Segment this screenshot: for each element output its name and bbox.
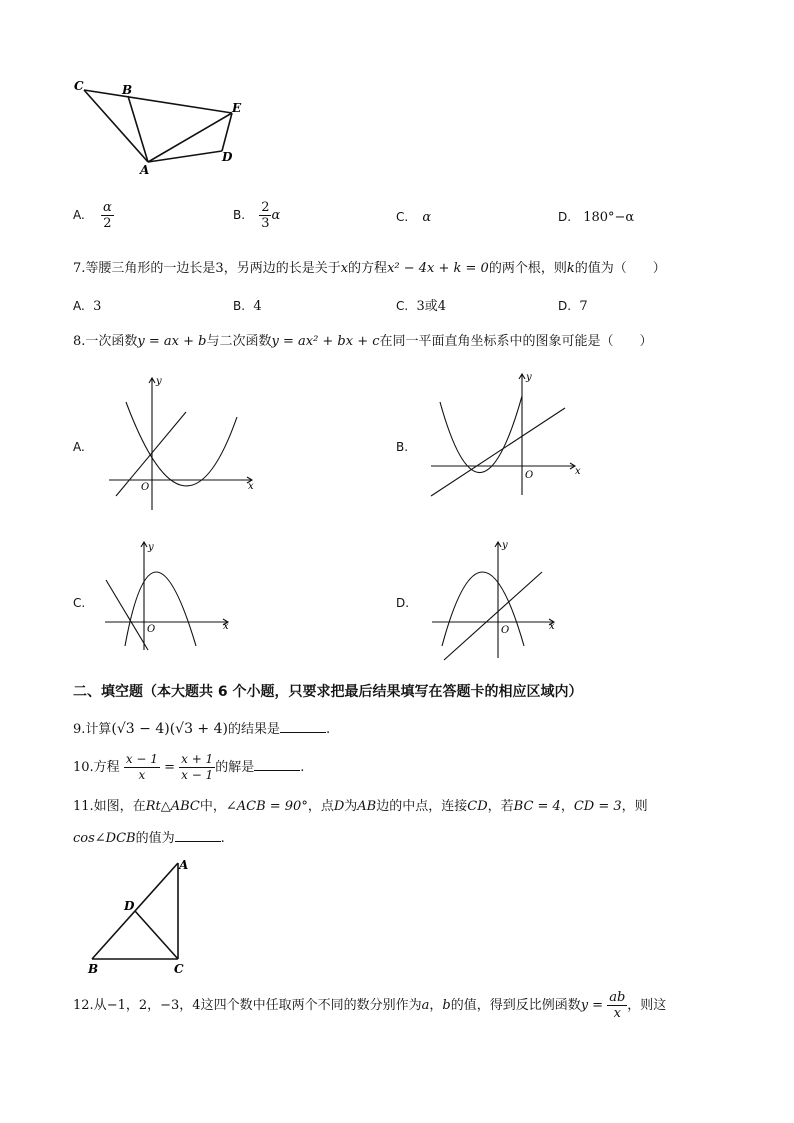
q9-text-b: 的结果是 <box>228 722 281 737</box>
q6-label-a: A <box>140 163 150 177</box>
q11-answer-blank[interactable] <box>175 829 221 842</box>
q10-equals: = <box>164 760 175 775</box>
q12-y-equals: y = <box>580 998 604 1013</box>
q6-label-d: D <box>222 150 233 164</box>
q8-graph-c[interactable] <box>100 538 240 656</box>
q12-numbers: −1，2，−3，4 <box>106 998 201 1013</box>
q11-label-c: C <box>174 962 184 976</box>
q6-option-b-alpha: α <box>271 208 281 223</box>
q10-lhs-denominator: x <box>138 768 146 782</box>
q9-period: . <box>326 722 331 737</box>
q6-option-c-text: α <box>422 210 432 225</box>
q10-rhs-numerator: x + 1 <box>181 752 214 766</box>
q6-option-a[interactable] <box>73 200 114 231</box>
q8-question <box>73 334 653 350</box>
q6-label-e: E <box>232 101 242 115</box>
q6-option-d-text: 180°−α <box>583 210 635 225</box>
q12-text-c: 的值，得到反比例函数 <box>450 998 581 1013</box>
q11-text-h: 的值为 <box>135 831 175 846</box>
q11-point-d: D <box>333 799 345 814</box>
q7-option-d-text: 7 <box>579 299 588 314</box>
q11-side-ab: AB <box>357 799 377 814</box>
q11-bc-length: BC = 4 <box>513 799 561 814</box>
q8-text-a: 8.一次函数 <box>73 334 138 349</box>
q8-graph-c-x-label: x <box>223 621 229 632</box>
q8-graph-b-origin-label: O <box>525 470 534 481</box>
q6-option-a-denominator: 2 <box>103 216 112 231</box>
q12-fraction <box>607 990 627 1021</box>
q6-option-c-label: C. <box>396 210 409 224</box>
q8-text-c: 在同一平面直角坐标系中的图象可能是（ ） <box>379 334 653 349</box>
q8-option-a-label[interactable]: A. <box>73 440 85 454</box>
q6-option-a-fraction <box>101 200 114 231</box>
q7-text-d: 的两个根，则 <box>488 261 567 276</box>
q11-angle: ∠ACB = 90° <box>225 799 308 814</box>
q8-option-c-label[interactable]: C. <box>73 596 86 610</box>
q10-question <box>73 752 304 783</box>
q6-option-a-numerator: α <box>102 200 112 215</box>
q6-option-a-label: A. <box>73 208 85 222</box>
q11-period: . <box>220 831 225 846</box>
q7-option-d-label: D. <box>558 299 572 313</box>
q7-option-d[interactable] <box>558 298 588 315</box>
q12-denominator: x <box>613 1006 621 1021</box>
q7-option-b[interactable] <box>233 298 262 315</box>
q10-answer-blank[interactable] <box>254 758 300 771</box>
q11-triangle: Rt△ABC <box>145 799 200 814</box>
q8-graph-b[interactable] <box>425 370 585 505</box>
q8-graph-d-y-label: y <box>502 540 508 551</box>
q10-lhs-numerator: x − 1 <box>125 752 158 766</box>
q11-text-a: 11.如图，在 <box>73 799 146 814</box>
q10-text-a: 10.方程 <box>73 760 120 775</box>
q8-graph-a-origin-label: O <box>141 482 150 493</box>
q7-text-c: 的方程 <box>348 261 388 276</box>
q7-option-c[interactable] <box>396 298 446 315</box>
q9-expression: (√3 − 4)(√3 + 4) <box>111 721 228 737</box>
q6-label-b: B <box>122 83 133 97</box>
q7-text-b: ，另两边的长是关于 <box>223 261 341 276</box>
q8-graph-a-y-label: y <box>156 376 162 387</box>
q6-option-d-label: D. <box>558 210 572 224</box>
q11-text-c: ，点 <box>307 799 334 814</box>
q10-rhs-denominator: x − 1 <box>181 768 214 782</box>
q7-var-k: k <box>566 261 575 276</box>
q11-cos-expression: cos∠DCB <box>73 831 136 846</box>
q11-cd-length: CD = 3 <box>573 799 622 814</box>
q12-text-b: 这四个数中任取两个不同的数分别作为 <box>200 998 422 1013</box>
q11-text-d: 为 <box>344 799 358 814</box>
q7-option-b-label: B. <box>233 299 246 313</box>
q10-rhs-fraction <box>179 752 215 783</box>
q6-quadrilateral-figure <box>70 78 250 178</box>
q8-text-b: 与二次函数 <box>206 334 272 349</box>
q7-option-c-label: C. <box>396 299 409 313</box>
q11-text-e: 边的中点，连接 <box>376 799 468 814</box>
q6-option-b-label: B. <box>233 208 246 222</box>
q11-text-b: 中， <box>199 799 226 814</box>
q7-text-a: 7.等腰三角形的一边长是 <box>73 261 216 276</box>
q10-text-b: 的解是 <box>215 760 255 775</box>
q8-graph-b-y-label: y <box>526 372 532 383</box>
q12-text-d: ，则这 <box>627 998 667 1013</box>
q7-equation: x² − 4x + k = 0 <box>387 261 489 276</box>
q11-question-line2 <box>73 829 225 847</box>
section-heading: 二、填空题（本大题共 6 个小题，只要求把最后结果填写在答题卡的相应区域内） <box>73 684 583 700</box>
q6-option-d[interactable] <box>558 209 634 226</box>
q6-option-b-fraction <box>259 200 271 231</box>
q8-graph-c-origin-label: O <box>147 624 156 635</box>
q8-graph-d-x-label: x <box>549 621 555 632</box>
q11-label-d: D <box>124 899 135 913</box>
q8-linear-function: y = ax + b <box>137 334 207 349</box>
q12-question <box>73 990 666 1021</box>
q6-option-b-numerator: 2 <box>261 200 270 215</box>
q12-numerator: ab <box>609 990 626 1005</box>
q7-option-c-text: 3或4 <box>416 299 447 314</box>
q6-option-c[interactable] <box>396 209 431 226</box>
q8-graph-b-x-label: x <box>575 466 581 477</box>
q9-question <box>73 720 330 738</box>
q7-text-e: 的值为（ ） <box>574 261 666 276</box>
q8-graph-c-y-label: y <box>148 542 154 553</box>
q7-option-a-text: 3 <box>93 299 102 314</box>
q8-graph-d-origin-label: O <box>501 625 510 636</box>
q8-graph-a-x-label: x <box>248 481 254 492</box>
q6-label-c: C <box>74 79 84 93</box>
q6-option-b[interactable] <box>233 200 280 231</box>
q11-question-line1 <box>73 799 648 815</box>
q12-comma: ， <box>429 998 443 1013</box>
q11-label-b: B <box>88 962 99 976</box>
q12-var-b: b <box>442 998 451 1013</box>
q11-comma: ， <box>560 799 574 814</box>
q8-graph-d[interactable] <box>428 538 568 663</box>
q8-quadratic-function: y = ax² + bx + c <box>271 334 380 349</box>
q7-var-x: x <box>340 261 349 276</box>
q9-answer-blank[interactable] <box>280 720 326 733</box>
q7-option-a[interactable] <box>73 298 101 315</box>
q12-text-a: 12.从 <box>73 998 107 1013</box>
q11-text-f: ，若 <box>487 799 514 814</box>
q7-option-b-text: 4 <box>253 299 262 314</box>
q8-graph-a[interactable] <box>104 372 264 517</box>
q11-label-a: A <box>179 858 189 872</box>
q8-option-d-label[interactable]: D. <box>396 596 410 610</box>
q11-text-g: ，则 <box>621 799 648 814</box>
q12-var-a: a <box>421 998 430 1013</box>
q11-triangle-figure <box>84 855 194 977</box>
q7-question <box>73 261 666 277</box>
q10-period: . <box>300 760 305 775</box>
q8-option-b-label[interactable]: B. <box>396 440 409 454</box>
q7-option-a-label: A. <box>73 299 85 313</box>
q11-segment-cd: CD <box>467 799 488 814</box>
q7-number: 3 <box>215 261 224 276</box>
q10-lhs-fraction <box>124 752 160 783</box>
q6-option-b-denominator: 3 <box>261 216 270 231</box>
q9-text-a: 9.计算 <box>73 722 112 737</box>
